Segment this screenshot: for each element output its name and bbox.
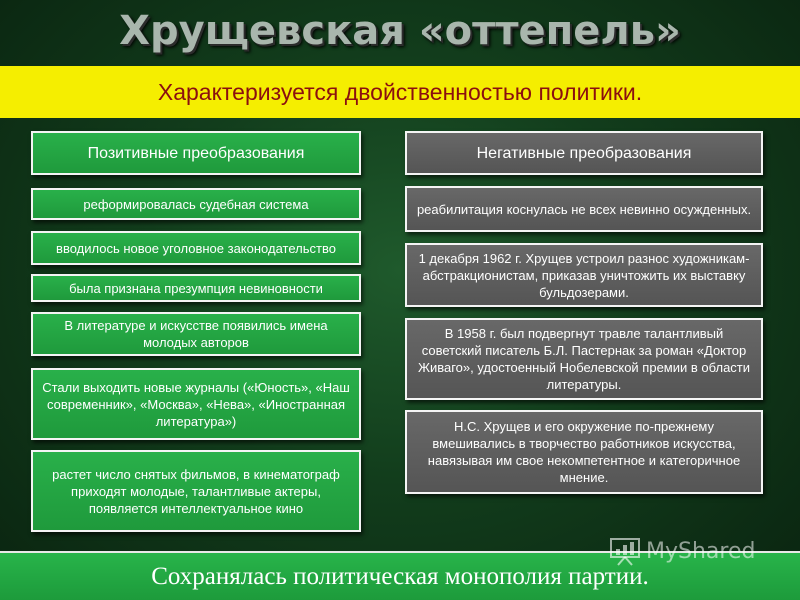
negative-item-3: В 1958 г. был подвергнут травле талантливый советский писатель Б.Л. Пастернак за роман «Доктор Живаго», удостоенный Нобелевской премии в области литературы.: [405, 318, 763, 400]
watermark: [608, 536, 755, 566]
positive-header: Позитивные преобразования: [31, 131, 361, 175]
positive-item-3: была признана презумпция невиновности: [31, 274, 361, 302]
negative-item-4: Н.С. Хрущев и его окружение по-прежнему вмешивались в творчество работников искусства, навязывая им свое некомпетентное и категоричное мнение.: [405, 410, 763, 494]
negative-item-2: 1 декабря 1962 г. Хрущев устроил разнос художникам-абстракционистам, приказав уничтожить их выставку бульдозерами.: [405, 243, 763, 307]
footer-text: Сохранялась политическая монополия партии.: [151, 562, 649, 590]
slide-title: Хрущевская «оттепель»: [119, 8, 681, 54]
watermark-text: MyShared: [646, 538, 756, 564]
positive-item-5: Стали выходить новые журналы («Юность», «Наш современник», «Москва», «Нева», «Иностранная литература»): [31, 368, 361, 440]
subtitle-banner: [0, 66, 800, 118]
negative-header: Негативные преобразования: [405, 131, 763, 175]
presentation-icon: [608, 536, 642, 566]
positive-item-2: вводилось новое уголовное законодательство: [31, 231, 361, 265]
positive-item-4: В литературе и искусстве появились имена молодых авторов: [31, 312, 361, 356]
positive-item-1: реформировалась судебная система: [31, 188, 361, 220]
subtitle-text: Характеризуется двойственностью политики.: [157, 78, 643, 105]
negative-item-1: реабилитация коснулась не всех невинно осужденных.: [405, 186, 763, 232]
positive-item-6: растет число снятых фильмов, в кинематограф приходят молодые, талантливые актеры, появляется интеллектуальное кино: [31, 450, 361, 532]
